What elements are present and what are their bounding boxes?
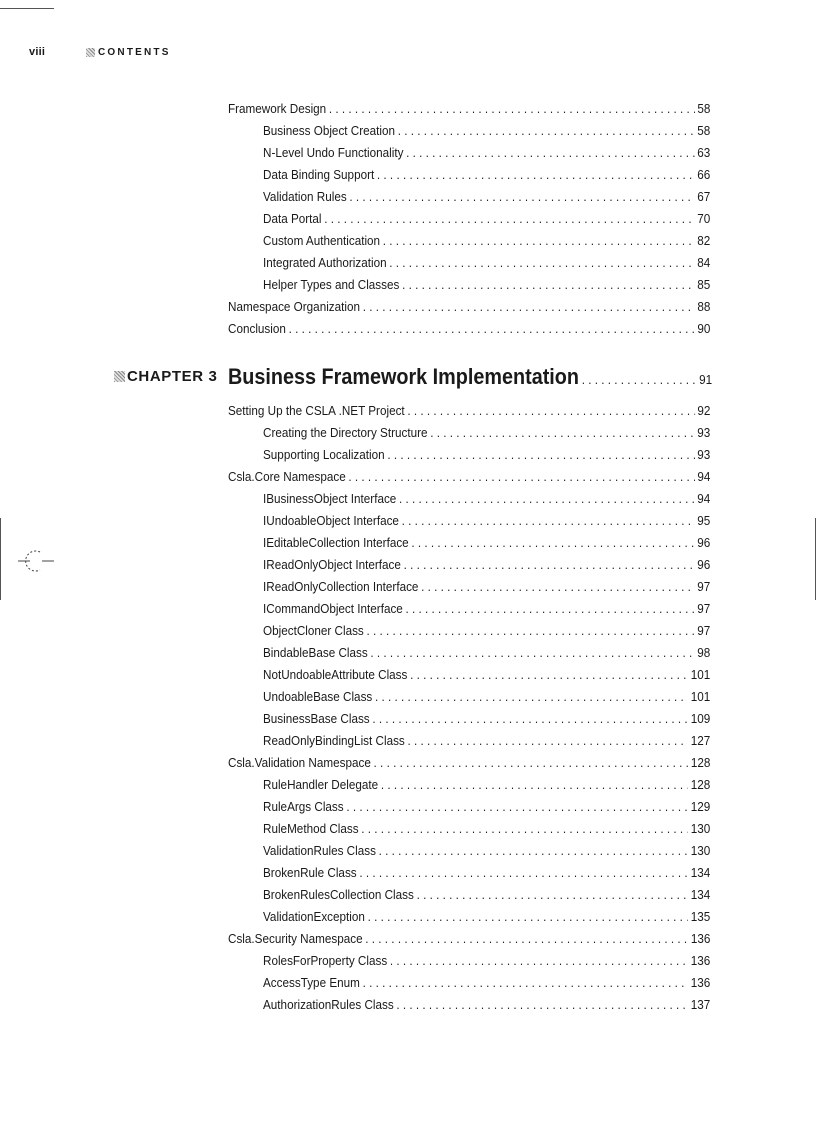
toc-entry[interactable] (263, 843, 710, 859)
toc-entry-title: Business Object Creation (263, 123, 396, 138)
hatch-bullet-icon (114, 371, 125, 382)
toc-entry[interactable] (263, 689, 710, 705)
toc-entry-title: IBusinessObject Interface (263, 491, 397, 506)
toc-entry[interactable] (263, 145, 710, 161)
toc-entry-title: BusinessBase Class (263, 711, 370, 726)
dot-leader (389, 255, 694, 271)
toc-entry-page: 97 (697, 601, 711, 616)
dot-leader (349, 189, 694, 205)
toc-entry[interactable] (228, 321, 710, 337)
toc-entry[interactable] (263, 123, 710, 139)
dot-leader (402, 277, 695, 293)
toc-entry[interactable] (263, 447, 710, 463)
toc-entry[interactable] (263, 579, 710, 595)
toc-entry[interactable] (263, 645, 710, 661)
toc-entry-title: AuthorizationRules Class (263, 997, 394, 1012)
toc-entry-page: 130 (690, 821, 711, 836)
toc-entry-page: 97 (697, 623, 711, 638)
toc-entry-page: 129 (690, 799, 711, 814)
toc-entry-page: 98 (697, 645, 711, 660)
toc-entry-title: RuleMethod Class (263, 821, 359, 836)
toc-entry-page: 135 (690, 909, 711, 924)
toc-entry[interactable] (263, 887, 710, 903)
toc-entry-page: 128 (690, 755, 711, 770)
registration-mark-icon (18, 546, 54, 576)
dot-leader (407, 403, 694, 419)
toc-entry-title: BindableBase Class (263, 645, 368, 660)
toc-entry[interactable] (263, 557, 710, 573)
toc-entry[interactable] (228, 931, 710, 947)
dot-leader (430, 425, 694, 441)
crop-mark-top (0, 8, 54, 9)
toc-entry-page: 134 (690, 887, 711, 902)
toc-entry-title: NotUndoableAttribute Class (263, 667, 408, 682)
toc-entry-page: 130 (690, 843, 711, 858)
dot-leader (359, 865, 688, 881)
dot-leader (417, 887, 688, 903)
toc-entry[interactable] (228, 403, 710, 419)
dot-leader (370, 645, 694, 661)
toc-entry-title: IEditableCollection Interface (263, 535, 409, 550)
toc-entry-title: Framework Design (228, 101, 327, 116)
chapter-label-text: CHAPTER 3 (127, 368, 218, 385)
toc-entry-page: 96 (697, 535, 711, 550)
section-label-text: CONTENTS (98, 46, 171, 58)
dot-leader (410, 667, 688, 683)
toc-entry-page: 136 (690, 953, 711, 968)
toc-entry[interactable] (263, 777, 710, 793)
toc-entry-title: Data Binding Support (263, 167, 375, 182)
dot-leader (363, 975, 688, 991)
dot-leader (398, 123, 695, 139)
toc-entry-title: Csla.Validation Namespace (228, 755, 371, 770)
toc-entry[interactable] (228, 755, 710, 771)
dot-leader (399, 491, 695, 507)
toc-entry-page: 92 (697, 403, 711, 418)
toc-entry-title: Conclusion (228, 321, 286, 336)
toc-entry[interactable] (263, 535, 710, 551)
toc-entry[interactable] (263, 211, 710, 227)
toc-entry-title: ICommandObject Interface (263, 601, 403, 616)
dot-leader (289, 321, 695, 337)
toc-entry-page: 88 (697, 299, 711, 314)
dot-leader (404, 557, 695, 573)
toc-entry-title: N-Level Undo Functionality (263, 145, 404, 160)
toc-entry-title: AccessType Enum (263, 975, 360, 990)
toc-entry[interactable] (263, 277, 710, 293)
chapter-page: 91 (699, 372, 713, 387)
toc-entry[interactable] (263, 865, 710, 881)
dot-leader (421, 579, 694, 595)
toc-entry-title: Data Portal (263, 211, 322, 226)
dot-leader (582, 372, 697, 387)
toc-entry-title: BrokenRulesCollection Class (263, 887, 414, 902)
dot-leader (377, 167, 695, 183)
toc-entry[interactable] (263, 799, 710, 815)
toc-entry-page: 134 (690, 865, 711, 880)
toc-entry-page: 84 (697, 255, 711, 270)
dot-leader (324, 211, 694, 227)
toc-entry-title: Namespace Organization (228, 299, 361, 314)
dot-leader (375, 689, 688, 705)
toc-entry-page: 93 (697, 447, 711, 462)
toc-entry-title: Csla.Core Namespace (228, 469, 346, 484)
toc-entry[interactable] (263, 513, 710, 529)
dot-leader (379, 843, 688, 859)
toc-entry[interactable] (263, 711, 710, 727)
toc-entry-page: 109 (690, 711, 711, 726)
toc-entry-title: ObjectCloner Class (263, 623, 364, 638)
toc-entry[interactable] (263, 233, 710, 249)
toc-entry[interactable] (263, 425, 710, 441)
toc-entry-title: UndoableBase Class (263, 689, 373, 704)
chapter-title: Business Framework Implementation (228, 364, 579, 389)
dot-leader (372, 711, 688, 727)
toc-entry-title: ValidationRules Class (263, 843, 376, 858)
toc-entry-page: 94 (697, 491, 711, 506)
toc-entry-title: RuleArgs Class (263, 799, 344, 814)
toc-entry[interactable] (263, 975, 710, 991)
dot-leader (383, 233, 695, 249)
toc-entry-page: 66 (697, 167, 711, 182)
dot-leader (374, 755, 689, 771)
toc-entry[interactable] (263, 255, 710, 271)
toc-entry-page: 70 (697, 211, 711, 226)
dot-leader (367, 623, 695, 639)
toc-entry-page: 136 (690, 975, 711, 990)
toc-entry[interactable] (263, 189, 710, 205)
toc-entry[interactable] (263, 667, 710, 683)
toc-entry-page: 137 (690, 997, 711, 1012)
chapter-label (114, 368, 217, 385)
toc-entry-title: ReadOnlyBindingList Class (263, 733, 405, 748)
toc-entry-page: 101 (690, 667, 711, 682)
toc-entry-page: 85 (697, 277, 711, 292)
toc-entry-page: 82 (697, 233, 711, 248)
dot-leader (363, 299, 695, 315)
toc-entry-title: Helper Types and Classes (263, 277, 400, 292)
toc-entry-title: Supporting Localization (263, 447, 385, 462)
dot-leader (348, 469, 694, 485)
section-label (86, 45, 171, 59)
toc-entry-page: 93 (697, 425, 711, 440)
dot-leader (361, 821, 688, 837)
dot-leader (402, 513, 695, 529)
toc-entry[interactable] (263, 909, 710, 925)
toc-entry-title: Csla.Security Namespace (228, 931, 363, 946)
toc-entry[interactable] (228, 101, 710, 117)
dot-leader (381, 777, 688, 793)
toc-entry-page: 58 (697, 101, 711, 116)
dot-leader (407, 733, 688, 749)
page-number: viii (29, 46, 46, 58)
dot-leader (368, 909, 688, 925)
toc-entry-title: IUndoableObject Interface (263, 513, 399, 528)
toc-entry-title: RuleHandler Delegate (263, 777, 379, 792)
dot-leader (390, 953, 688, 969)
toc-entry-title: Validation Rules (263, 189, 347, 204)
toc-entry[interactable] (263, 167, 710, 183)
toc-entry[interactable] (228, 299, 710, 315)
toc-entry-title: ValidationException (263, 909, 365, 924)
toc-entry-page: 90 (697, 321, 711, 336)
toc-entry-page: 95 (697, 513, 711, 528)
toc-entry-title: IReadOnlyCollection Interface (263, 579, 419, 594)
toc-entry-page: 101 (690, 689, 711, 704)
dot-leader (346, 799, 688, 815)
dot-leader (406, 601, 695, 617)
dot-leader (411, 535, 694, 551)
toc-entry[interactable] (263, 733, 710, 749)
toc-entry[interactable] (263, 623, 710, 639)
toc-entry-page: 136 (690, 931, 711, 946)
toc-entry-title: Integrated Authorization (263, 255, 387, 270)
running-head (29, 45, 171, 59)
toc-entry[interactable] (263, 491, 710, 507)
toc-entry[interactable] (263, 997, 710, 1013)
toc-entry-title: IReadOnlyObject Interface (263, 557, 401, 572)
toc-entry-page: 97 (697, 579, 711, 594)
toc-entry-page: 128 (690, 777, 711, 792)
toc-entry[interactable] (263, 821, 710, 837)
hatch-bullet-icon (86, 48, 95, 57)
toc-entry-page: 63 (697, 145, 711, 160)
chapter-title-entry[interactable] (228, 364, 712, 390)
toc-entry-title: Creating the Directory Structure (263, 425, 428, 440)
toc-entry-page: 67 (697, 189, 711, 204)
dot-leader (387, 447, 694, 463)
toc-entry-page: 127 (690, 733, 711, 748)
dot-leader (329, 101, 695, 117)
toc-entry-page: 58 (697, 123, 711, 138)
toc-entry[interactable] (228, 469, 710, 485)
toc-entry-page: 96 (697, 557, 711, 572)
toc-entry-title: Custom Authentication (263, 233, 381, 248)
toc-entry-title: RolesForProperty Class (263, 953, 388, 968)
dot-leader (406, 145, 694, 161)
dot-leader (365, 931, 688, 947)
toc-entry[interactable] (263, 601, 710, 617)
dot-leader (396, 997, 688, 1013)
toc-entry[interactable] (263, 953, 710, 969)
crop-mark-left (0, 518, 1, 600)
toc-entry-title: BrokenRule Class (263, 865, 357, 880)
toc-entry-title: Setting Up the CSLA .NET Project (228, 403, 405, 418)
toc-entry-page: 94 (697, 469, 711, 484)
